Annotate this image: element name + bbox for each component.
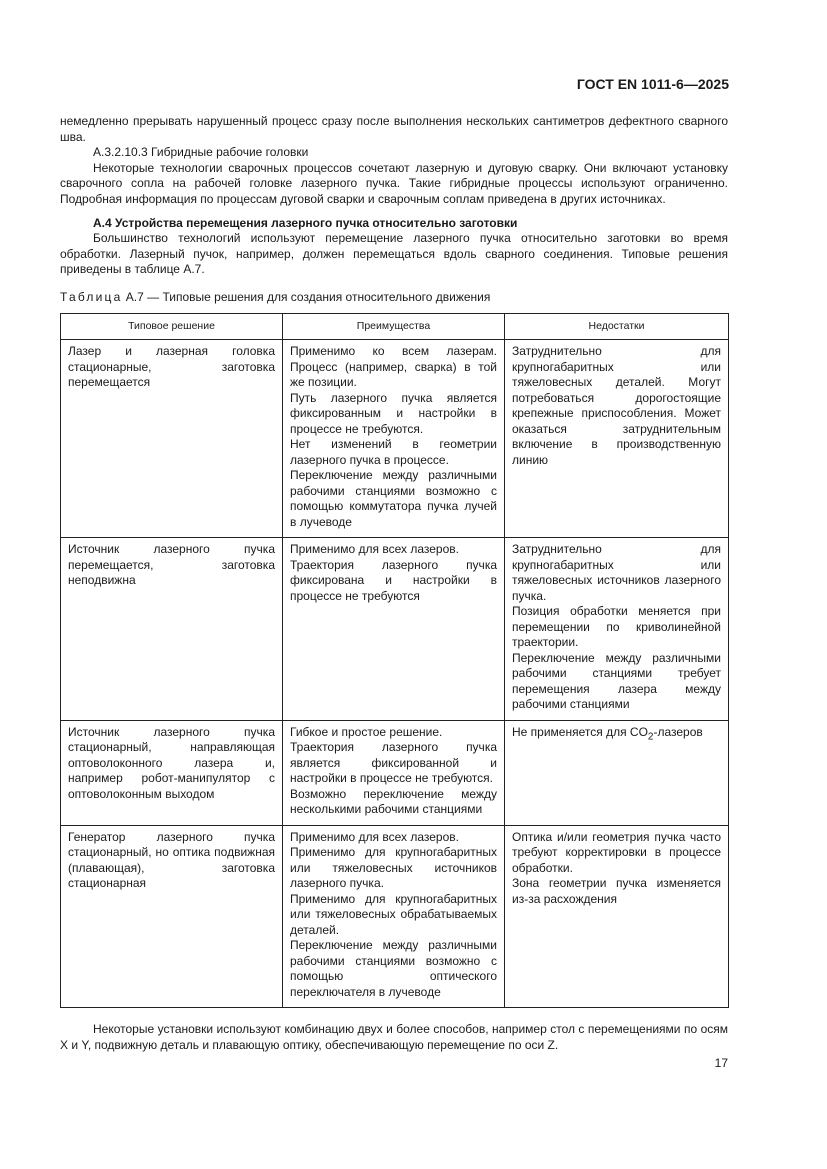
subsection-heading: А.3.2.10.3 Гибридные рабочие головки xyxy=(93,145,309,160)
disadvantage-text: Не применяется для CO xyxy=(512,724,648,739)
section-title: А.4 Устройства перемещения лазерного пучка относительно заготовки xyxy=(93,215,518,230)
cell-solution: Лазер и лазерная головка стационарные, заготовка перемещается xyxy=(61,340,283,538)
cell-disadvantages xyxy=(505,538,729,721)
cell-advantages xyxy=(283,538,505,721)
table-caption-text: А.7 — Типовые решения для создания относительного движения xyxy=(122,289,491,304)
cell-line: Зона геометрии пучка изменяется из-за расхождения xyxy=(512,876,721,906)
co2-subscript: 2 xyxy=(647,730,654,742)
table-row xyxy=(61,538,729,721)
cell-line: Применимо для всех лазеров. xyxy=(290,829,459,844)
cell-advantages xyxy=(283,825,505,1008)
cell-solution: Источник лазерного пучка перемещается, заготовка неподвижна xyxy=(61,538,283,721)
subsection-paragraph: Некоторые технологии сварочных процессов сочетают лазерную и дуговую сварку. Они включают установку сварочного сопла на рабочей головке лазерного пучка. Такие гибридные процессы используют ограниченно. Подробная информация по процессам дуговой сварки и сварочным соплам приведена в других источниках. xyxy=(60,160,728,206)
solutions-table xyxy=(60,313,729,1009)
cell-line: Позиция обработки меняется при перемещении по криволинейной траектории. xyxy=(512,604,721,650)
table-caption xyxy=(60,290,728,306)
cell-line: Путь лазерного пучка является фиксированным и настройки в процессе не требуются. xyxy=(290,390,497,436)
cell-line: Переключение между различными рабочими станциями требует перемещения лазера между рабочими станциями xyxy=(512,650,721,712)
cell-line: Применимо для крупногабаритных или тяжеловесных источников лазерного пучка. xyxy=(290,845,497,891)
cell-line: Применимо для крупногабаритных или тяжеловесных обрабатываемых деталей. xyxy=(290,891,497,937)
header-disadvantages: Недостатки xyxy=(505,313,729,340)
page-number: 17 xyxy=(714,1056,728,1070)
cell-disadvantages xyxy=(505,340,729,538)
cell-line: Затруднительно для крупногабаритных или тяжеловесных деталей. Могут потребоваться дорогостоящие крепежные приспособления. Может оказаться затруднительным включение в производственную линию xyxy=(512,344,721,467)
cell-solution: Генератор лазерного пучка стационарный, но оптика подвижная (плавающая), заготовка стационарная xyxy=(61,825,283,1008)
cell-solution: Источник лазерного пучка стационарный, направляющая оптоволоконного лазера и, например робот-манипулятор с оптоволоконным выходом xyxy=(61,720,283,825)
section-paragraph: Большинство технологий используют перемещение лазерного пучка относительно заготовки во время обработки. Лазерный пучок, например, должен перемещаться вдоль сварного соединения. Типовые решения приведены в таблице А.7. xyxy=(60,231,728,277)
cell-disadvantages xyxy=(505,825,729,1008)
disadvantage-text-suffix: -лазеров xyxy=(653,724,703,739)
table-row xyxy=(61,720,729,825)
after-table-paragraph: Некоторые установки используют комбинацию двух и более способов, например стол с перемещениями по осям X и Y, подвижную деталь и плавающую оптику, обеспечивающую перемещение по оси Z. xyxy=(60,1022,728,1052)
cell-advantages xyxy=(283,340,505,538)
cell-line: Переключение между различными рабочими станциями возможно с помощью коммутатора пучка лучей в лучеводе xyxy=(290,468,497,529)
cell-line: Затруднительно для крупногабаритных или тяжеловесных источников лазерного пучка. xyxy=(512,542,721,603)
document-header-id: ГОСТ EN 1011-6—2025 xyxy=(576,76,729,92)
cell-line: Траектория лазерного пучка фиксирована и настройки в процессе не требуются xyxy=(290,557,497,603)
cell-line: Траектория лазерного пучка является фиксированной и настройки в процессе не требуются. xyxy=(290,740,497,786)
cell-line: Гибкое и простое решение. xyxy=(290,724,443,739)
cell-line: Переключение между различными рабочими станциями возможно с помощью оптического переключателя в лучеводе xyxy=(290,938,497,999)
cell-line: Возможно переключение между несколькими рабочими станциями xyxy=(290,786,497,817)
continuation-paragraph: немедленно прерывать нарушенный процесс сразу после выполнения нескольких сантиметров дефектного сварного шва. xyxy=(60,114,728,144)
cell-line: Оптика и/или геометрия пучка часто требуют корректировки в процессе обработки. xyxy=(512,829,721,875)
header-solution: Типовое решение xyxy=(61,313,283,340)
table-row xyxy=(61,340,729,538)
table-header-row xyxy=(61,313,729,340)
table-row xyxy=(61,825,729,1008)
cell-line: Применимо для всех лазеров. xyxy=(290,542,459,557)
cell-line: Применимо ко всем лазерам. Процесс (например, сварка) в той же позиции. xyxy=(290,344,497,390)
cell-disadvantages xyxy=(505,720,729,825)
table-caption-word: Таблица xyxy=(60,289,123,304)
header-advantages: Преимущества xyxy=(283,313,505,340)
page-content xyxy=(60,114,728,1053)
cell-line: Нет изменений в геометрии лазерного пучка в процессе. xyxy=(290,437,497,467)
cell-advantages xyxy=(283,720,505,825)
